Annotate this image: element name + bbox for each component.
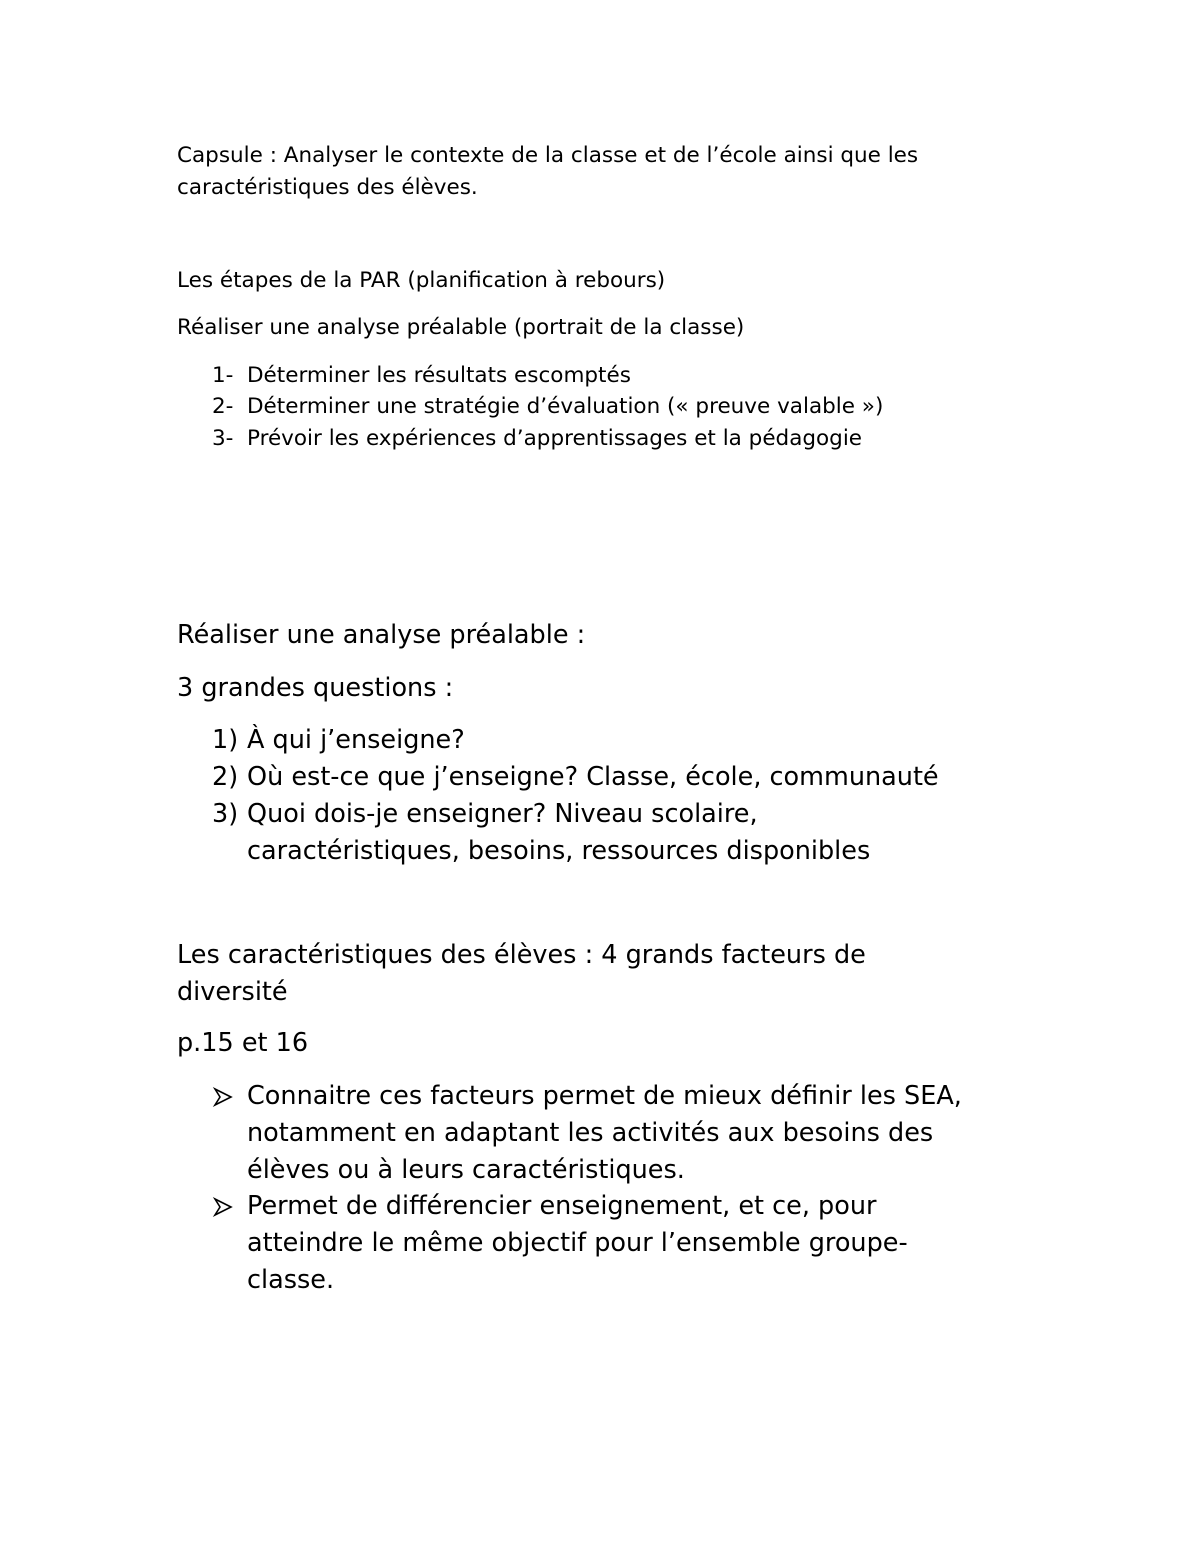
capsule-title-line-2: caractéristiques des élèves.: [177, 175, 478, 200]
step-text: Déterminer les résultats escomptés: [247, 363, 631, 388]
question-number: 3): [212, 799, 239, 829]
etapes-heading: Les étapes de la PAR (planification à rebours): [177, 268, 666, 293]
capsule-title-line-1: Capsule : Analyser le contexte de la classe et de l’école ainsi que les: [177, 143, 919, 168]
bullet-line: notamment en adaptant les activités aux besoins des: [247, 1118, 934, 1148]
step-number: 2-: [212, 394, 234, 419]
step-item: [212, 360, 631, 392]
bullet-line: atteindre le même objectif pour l’ensemble groupe-: [247, 1228, 908, 1258]
page-reference: p.15 et 16: [177, 1028, 309, 1058]
section2-heading: Réaliser une analyse préalable :: [177, 620, 586, 650]
question-item: [212, 759, 939, 796]
arrow-bullet-icon: [212, 1087, 236, 1107]
section3-heading-line-2: diversité: [177, 977, 288, 1007]
question-item: [212, 796, 758, 833]
step-text: Prévoir les expériences d’apprentissages et la pédagogie: [247, 426, 863, 451]
question-text: Où est-ce que j’enseigne? Classe, école, communauté: [247, 762, 939, 792]
arrow-bullet-icon: [212, 1197, 236, 1217]
step-number: 1-: [212, 363, 234, 388]
step-item: [212, 423, 862, 455]
bullet-line: élèves ou à leurs caractéristiques.: [247, 1155, 685, 1185]
question-text: Quoi dois-je enseigner? Niveau scolaire,: [247, 799, 758, 829]
question-number: 2): [212, 762, 239, 792]
bullet-line: classe.: [247, 1265, 335, 1295]
question-continuation: caractéristiques, besoins, ressources disponibles: [247, 836, 871, 866]
bullet-line: Connaitre ces facteurs permet de mieux définir les SEA,: [247, 1081, 962, 1111]
analyse-heading: Réaliser une analyse préalable (portrait de la classe): [177, 315, 745, 340]
step-number: 3-: [212, 426, 234, 451]
step-text: Déterminer une stratégie d’évaluation (« preuve valable »): [247, 394, 884, 419]
step-item: [212, 391, 883, 423]
question-number: 1): [212, 725, 239, 755]
question-text: À qui j’enseigne?: [247, 725, 465, 755]
section2-subheading: 3 grandes questions :: [177, 673, 454, 703]
question-item: [212, 722, 465, 759]
section3-heading-line-1: Les caractéristiques des élèves : 4 grands facteurs de: [177, 940, 866, 970]
bullet-line: Permet de différencier enseignement, et ce, pour: [247, 1191, 877, 1221]
